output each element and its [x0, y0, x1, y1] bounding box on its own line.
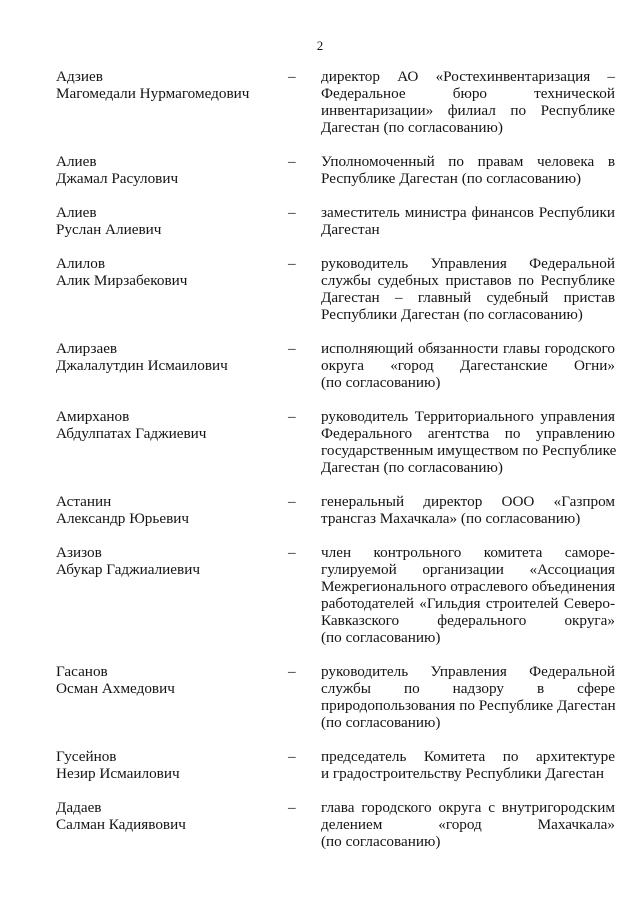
person-name: [56, 204, 276, 238]
person-given-names: Руслан Алиевич: [56, 221, 162, 238]
description-line: государственным имуществом по Республике: [321, 442, 617, 459]
description-line: работодателей «Гильдия строителей Северо-: [321, 595, 615, 612]
person-surname: Алирзаев: [56, 340, 118, 357]
position-description: [321, 153, 615, 187]
description-line: Дагестан – главный судебный пристав: [321, 289, 615, 306]
person-surname: Азизов: [56, 544, 102, 561]
person-surname: Дадаев: [56, 799, 102, 816]
description-line: Федерального агентства по управлению: [321, 425, 615, 442]
position-description: [321, 493, 615, 527]
dash-separator: –: [288, 544, 296, 561]
person-given-names: Джамал Расулович: [56, 170, 179, 187]
description-line: (по согласованию): [321, 629, 441, 646]
description-line: Кавказского федерального округа»: [321, 612, 615, 629]
person-surname: Амирханов: [56, 408, 130, 425]
description-line: Дагестан (по согласованию): [321, 459, 503, 476]
description-line: исполняющий обязанности главы городского: [321, 340, 615, 357]
person-surname: Алиев: [56, 153, 97, 170]
dash-separator: –: [288, 340, 296, 357]
description-line: генеральный директор ООО «Газпром: [321, 493, 615, 510]
description-line: Республики Дагестан (по согласованию): [321, 306, 583, 323]
dash-separator: –: [288, 255, 296, 272]
description-line: природопользования по Республике Дагестан: [321, 697, 616, 714]
description-line: Республике Дагестан (по согласованию): [321, 170, 582, 187]
description-line: (по согласованию): [321, 374, 441, 391]
position-description: [321, 255, 615, 323]
person-surname: Астанин: [56, 493, 112, 510]
person-surname: Гусейнов: [56, 748, 117, 765]
dash-separator: –: [288, 153, 296, 170]
description-line: инвентаризации» филиал по Республике: [321, 102, 615, 119]
description-line: член контрольного комитета саморе-: [321, 544, 615, 561]
position-description: [321, 340, 615, 391]
person-given-names: Незир Исмаилович: [56, 765, 180, 782]
position-description: [321, 204, 615, 238]
description-line: гулируемой организации «Ассоциация: [321, 561, 615, 578]
description-line: Федеральное бюро технической: [321, 85, 615, 102]
description-line: руководитель Управления Федеральной: [321, 663, 615, 680]
description-line: делением «город Махачкала»: [321, 816, 615, 833]
person-name: [56, 153, 276, 187]
description-line: председатель Комитета по архитектуре: [321, 748, 615, 765]
dash-separator: –: [288, 204, 296, 221]
person-given-names: Абдулпатах Гаджиевич: [56, 425, 207, 442]
position-description: [321, 799, 615, 850]
position-description: [321, 544, 615, 646]
person-given-names: Магомедали Нурмагомедович: [56, 85, 250, 102]
description-line: заместитель министра финансов Республики: [321, 204, 615, 221]
description-line: Межрегионального отраслевого объединения: [321, 578, 616, 595]
description-line: (по согласованию): [321, 714, 441, 731]
description-line: директор АО «Ростехинвентаризация –: [321, 68, 615, 85]
person-given-names: Александр Юрьевич: [56, 510, 190, 527]
position-description: [321, 748, 615, 782]
person-name: [56, 493, 276, 527]
dash-separator: –: [288, 663, 296, 680]
person-name: [56, 663, 276, 697]
dash-separator: –: [288, 68, 296, 85]
person-surname: Алиев: [56, 204, 97, 221]
description-line: округа «город Дагестанские Огни»: [321, 357, 615, 374]
description-line: Дагестан (по согласованию): [321, 119, 503, 136]
person-surname: Алилов: [56, 255, 106, 272]
person-given-names: Осман Ахмедович: [56, 680, 175, 697]
person-name: [56, 68, 276, 102]
person-given-names: Алик Мирзабекович: [56, 272, 188, 289]
person-surname: Адзиев: [56, 68, 103, 85]
description-line: руководитель Территориального управления: [321, 408, 615, 425]
person-name: [56, 748, 276, 782]
description-line: службы судебных приставов по Республике: [321, 272, 615, 289]
position-description: [321, 663, 615, 731]
description-line: глава городского округа с внутригородским: [321, 799, 615, 816]
description-line: Уполномоченный по правам человека в: [321, 153, 615, 170]
dash-separator: –: [288, 748, 296, 765]
person-name: [56, 255, 276, 289]
position-description: [321, 68, 615, 136]
dash-separator: –: [288, 408, 296, 425]
person-given-names: Салман Кадиявович: [56, 816, 186, 833]
description-line: руководитель Управления Федеральной: [321, 255, 615, 272]
person-name: [56, 408, 276, 442]
person-name: [56, 799, 276, 833]
description-line: службы по надзору в сфере: [321, 680, 615, 697]
person-given-names: Абукар Гаджиалиевич: [56, 561, 200, 578]
description-line: Дагестан: [321, 221, 380, 238]
person-name: [56, 544, 276, 578]
dash-separator: –: [288, 493, 296, 510]
description-line: (по согласованию): [321, 833, 441, 850]
page-number: 2: [316, 38, 324, 53]
description-line: и градостроительству Республики Дагестан: [321, 765, 605, 782]
description-line: трансгаз Махачкала» (по согласованию): [321, 510, 581, 527]
person-name: [56, 340, 276, 374]
person-surname: Гасанов: [56, 663, 108, 680]
position-description: [321, 408, 615, 476]
dash-separator: –: [288, 799, 296, 816]
person-given-names: Джалалутдин Исмаилович: [56, 357, 228, 374]
